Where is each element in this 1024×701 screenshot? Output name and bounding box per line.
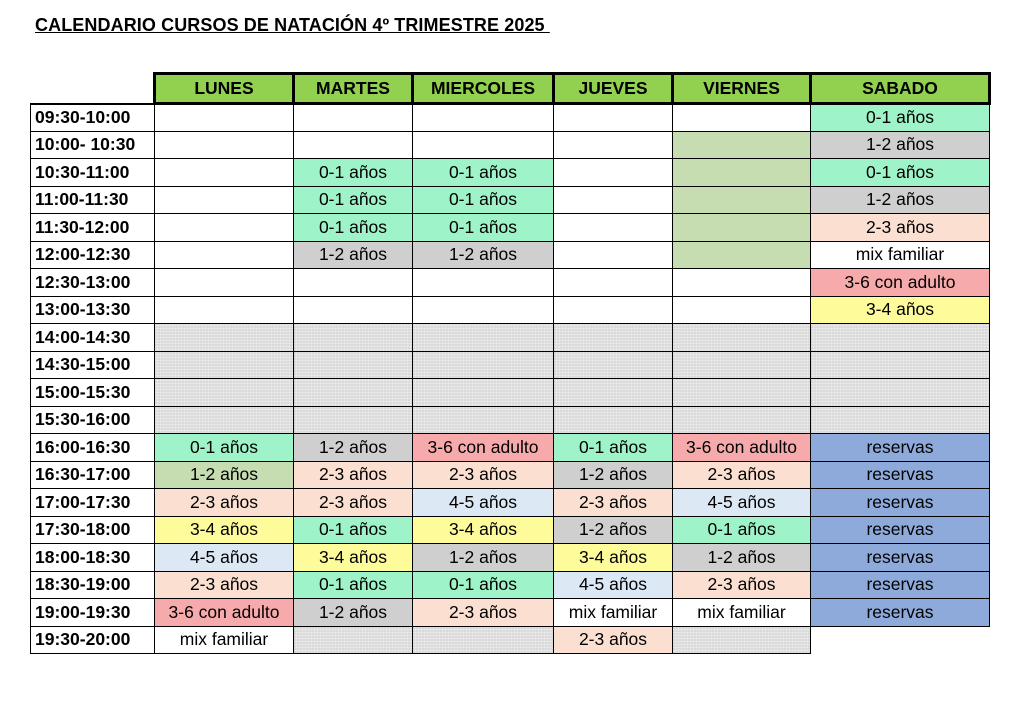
time-slot-label: 17:00-17:30 [31, 489, 155, 517]
class-cell-sabado: reservas [811, 489, 990, 517]
time-slot-label: 15:00-15:30 [31, 379, 155, 407]
class-cell-viernes [673, 186, 811, 214]
class-cell-sabado: 3-4 años [811, 296, 990, 324]
class-cell-sabado: mix familiar [811, 241, 990, 269]
class-cell-miercoles: 3-6 con adulto [413, 434, 554, 462]
class-cell-sabado: 0-1 años [811, 159, 990, 187]
class-cell-lunes: 0-1 años [155, 434, 294, 462]
class-cell-jueves [554, 214, 673, 242]
class-cell-miercoles: 4-5 años [413, 489, 554, 517]
table-row [31, 516, 990, 544]
class-cell-sabado [811, 324, 990, 352]
time-slot-label: 10:30-11:00 [31, 159, 155, 187]
class-cell-sabado [811, 351, 990, 379]
class-cell-martes [294, 269, 413, 297]
class-cell-lunes: 3-4 años [155, 516, 294, 544]
table-row [31, 571, 990, 599]
class-cell-viernes [673, 296, 811, 324]
class-cell-viernes: 0-1 años [673, 516, 811, 544]
class-cell-jueves [554, 131, 673, 159]
class-cell-miercoles [413, 104, 554, 132]
time-slot-label: 18:30-19:00 [31, 571, 155, 599]
class-cell-lunes [155, 269, 294, 297]
class-cell-lunes [155, 296, 294, 324]
class-cell-jueves [554, 324, 673, 352]
time-slot-label: 15:30-16:00 [31, 406, 155, 434]
table-row [31, 296, 990, 324]
time-slot-label: 16:00-16:30 [31, 434, 155, 462]
time-slot-label: 11:00-11:30 [31, 186, 155, 214]
class-cell-martes [294, 324, 413, 352]
class-cell-miercoles [413, 379, 554, 407]
table-row [31, 159, 990, 187]
class-cell-lunes: mix familiar [155, 626, 294, 654]
class-cell-viernes [673, 406, 811, 434]
class-cell-martes [294, 104, 413, 132]
class-cell-jueves [554, 159, 673, 187]
class-cell-miercoles [413, 296, 554, 324]
table-row [31, 241, 990, 269]
time-slot-label: 13:00-13:30 [31, 296, 155, 324]
class-cell-viernes: mix familiar [673, 599, 811, 627]
table-row [31, 269, 990, 297]
class-cell-jueves [554, 269, 673, 297]
class-cell-jueves: 1-2 años [554, 516, 673, 544]
class-cell-lunes [155, 104, 294, 132]
class-cell-viernes [673, 159, 811, 187]
class-cell-lunes [155, 241, 294, 269]
time-slot-label: 11:30-12:00 [31, 214, 155, 242]
table-row [31, 324, 990, 352]
time-slot-label: 12:30-13:00 [31, 269, 155, 297]
day-header-viernes: VIERNES [673, 74, 811, 104]
class-cell-martes: 2-3 años [294, 461, 413, 489]
class-cell-jueves [554, 406, 673, 434]
table-row [31, 406, 990, 434]
class-cell-jueves: 2-3 años [554, 626, 673, 654]
table-row [31, 351, 990, 379]
class-cell-miercoles [413, 131, 554, 159]
table-row [31, 379, 990, 407]
class-cell-miercoles: 1-2 años [413, 544, 554, 572]
class-cell-lunes: 3-6 con adulto [155, 599, 294, 627]
class-cell-sabado [811, 626, 990, 654]
class-cell-jueves: mix familiar [554, 599, 673, 627]
class-cell-lunes: 1-2 años [155, 461, 294, 489]
class-cell-miercoles: 2-3 años [413, 461, 554, 489]
class-cell-jueves [554, 296, 673, 324]
class-cell-jueves: 2-3 años [554, 489, 673, 517]
schedule-body [31, 104, 990, 654]
class-cell-martes [294, 296, 413, 324]
class-cell-miercoles [413, 626, 554, 654]
class-cell-martes: 1-2 años [294, 599, 413, 627]
class-cell-martes: 1-2 años [294, 241, 413, 269]
page-title: CALENDARIO CURSOS DE NATACIÓN 4º TRIMESTRE 2025 [35, 15, 550, 35]
class-cell-sabado: reservas [811, 599, 990, 627]
time-slot-label: 14:00-14:30 [31, 324, 155, 352]
class-cell-lunes [155, 186, 294, 214]
time-slot-label: 09:30-10:00 [31, 104, 155, 132]
class-cell-viernes [673, 351, 811, 379]
table-row [31, 489, 990, 517]
class-cell-viernes [673, 324, 811, 352]
class-cell-martes [294, 379, 413, 407]
class-cell-viernes: 1-2 años [673, 544, 811, 572]
schedule-table [30, 72, 991, 654]
class-cell-sabado: reservas [811, 544, 990, 572]
class-cell-viernes [673, 131, 811, 159]
class-cell-sabado: 3-6 con adulto [811, 269, 990, 297]
class-cell-martes: 0-1 años [294, 159, 413, 187]
class-cell-lunes: 2-3 años [155, 489, 294, 517]
day-header-miercoles: MIERCOLES [413, 74, 554, 104]
day-header-row [31, 74, 990, 104]
time-slot-label: 10:00- 10:30 [31, 131, 155, 159]
class-cell-lunes: 2-3 años [155, 571, 294, 599]
class-cell-jueves [554, 351, 673, 379]
time-slot-label: 14:30-15:00 [31, 351, 155, 379]
class-cell-viernes: 4-5 años [673, 489, 811, 517]
class-cell-miercoles: 2-3 años [413, 599, 554, 627]
time-slot-label: 12:00-12:30 [31, 241, 155, 269]
class-cell-lunes: 4-5 años [155, 544, 294, 572]
class-cell-martes [294, 351, 413, 379]
class-cell-jueves [554, 186, 673, 214]
class-cell-miercoles [413, 406, 554, 434]
class-cell-martes: 2-3 años [294, 489, 413, 517]
class-cell-miercoles: 3-4 años [413, 516, 554, 544]
class-cell-miercoles: 0-1 años [413, 571, 554, 599]
class-cell-martes: 1-2 años [294, 434, 413, 462]
class-cell-jueves: 0-1 años [554, 434, 673, 462]
class-cell-miercoles [413, 269, 554, 297]
class-cell-viernes [673, 241, 811, 269]
class-cell-viernes [673, 379, 811, 407]
class-cell-sabado [811, 406, 990, 434]
day-header-martes: MARTES [294, 74, 413, 104]
class-cell-martes: 0-1 años [294, 186, 413, 214]
class-cell-jueves [554, 104, 673, 132]
class-cell-miercoles: 0-1 años [413, 214, 554, 242]
class-cell-sabado: 2-3 años [811, 214, 990, 242]
class-cell-martes: 3-4 años [294, 544, 413, 572]
class-cell-lunes [155, 351, 294, 379]
class-cell-jueves [554, 379, 673, 407]
class-cell-miercoles: 1-2 años [413, 241, 554, 269]
class-cell-jueves: 3-4 años [554, 544, 673, 572]
class-cell-viernes: 2-3 años [673, 461, 811, 489]
table-row [31, 434, 990, 462]
class-cell-jueves: 4-5 años [554, 571, 673, 599]
class-cell-martes [294, 626, 413, 654]
class-cell-lunes [155, 159, 294, 187]
class-cell-lunes [155, 379, 294, 407]
class-cell-lunes [155, 214, 294, 242]
class-cell-viernes [673, 214, 811, 242]
class-cell-miercoles: 0-1 años [413, 186, 554, 214]
class-cell-jueves: 1-2 años [554, 461, 673, 489]
table-row [31, 599, 990, 627]
class-cell-sabado: reservas [811, 434, 990, 462]
class-cell-sabado: 1-2 años [811, 186, 990, 214]
time-slot-label: 19:00-19:30 [31, 599, 155, 627]
class-cell-lunes [155, 406, 294, 434]
time-slot-label: 18:00-18:30 [31, 544, 155, 572]
table-row [31, 544, 990, 572]
day-header-lunes: LUNES [155, 74, 294, 104]
table-row [31, 626, 990, 654]
day-header-sabado: SABADO [811, 74, 990, 104]
class-cell-martes: 0-1 años [294, 214, 413, 242]
class-cell-viernes: 2-3 años [673, 571, 811, 599]
class-cell-sabado: 0-1 años [811, 104, 990, 132]
class-cell-viernes: 3-6 con adulto [673, 434, 811, 462]
table-row [31, 461, 990, 489]
class-cell-miercoles: 0-1 años [413, 159, 554, 187]
class-cell-sabado [811, 379, 990, 407]
class-cell-sabado: reservas [811, 516, 990, 544]
class-cell-martes: 0-1 años [294, 516, 413, 544]
class-cell-martes [294, 131, 413, 159]
class-cell-viernes [673, 269, 811, 297]
class-cell-lunes [155, 131, 294, 159]
table-row [31, 104, 990, 132]
time-slot-label: 16:30-17:00 [31, 461, 155, 489]
header-corner [31, 74, 155, 104]
class-cell-sabado: 1-2 años [811, 131, 990, 159]
class-cell-viernes [673, 104, 811, 132]
class-cell-lunes [155, 324, 294, 352]
time-slot-label: 17:30-18:00 [31, 516, 155, 544]
class-cell-martes: 0-1 años [294, 571, 413, 599]
class-cell-jueves [554, 241, 673, 269]
table-row [31, 131, 990, 159]
class-cell-miercoles [413, 351, 554, 379]
class-cell-sabado: reservas [811, 461, 990, 489]
class-cell-martes [294, 406, 413, 434]
time-slot-label: 19:30-20:00 [31, 626, 155, 654]
table-row [31, 186, 990, 214]
class-cell-viernes [673, 626, 811, 654]
class-cell-miercoles [413, 324, 554, 352]
day-header-jueves: JUEVES [554, 74, 673, 104]
table-row [31, 214, 990, 242]
class-cell-sabado: reservas [811, 571, 990, 599]
